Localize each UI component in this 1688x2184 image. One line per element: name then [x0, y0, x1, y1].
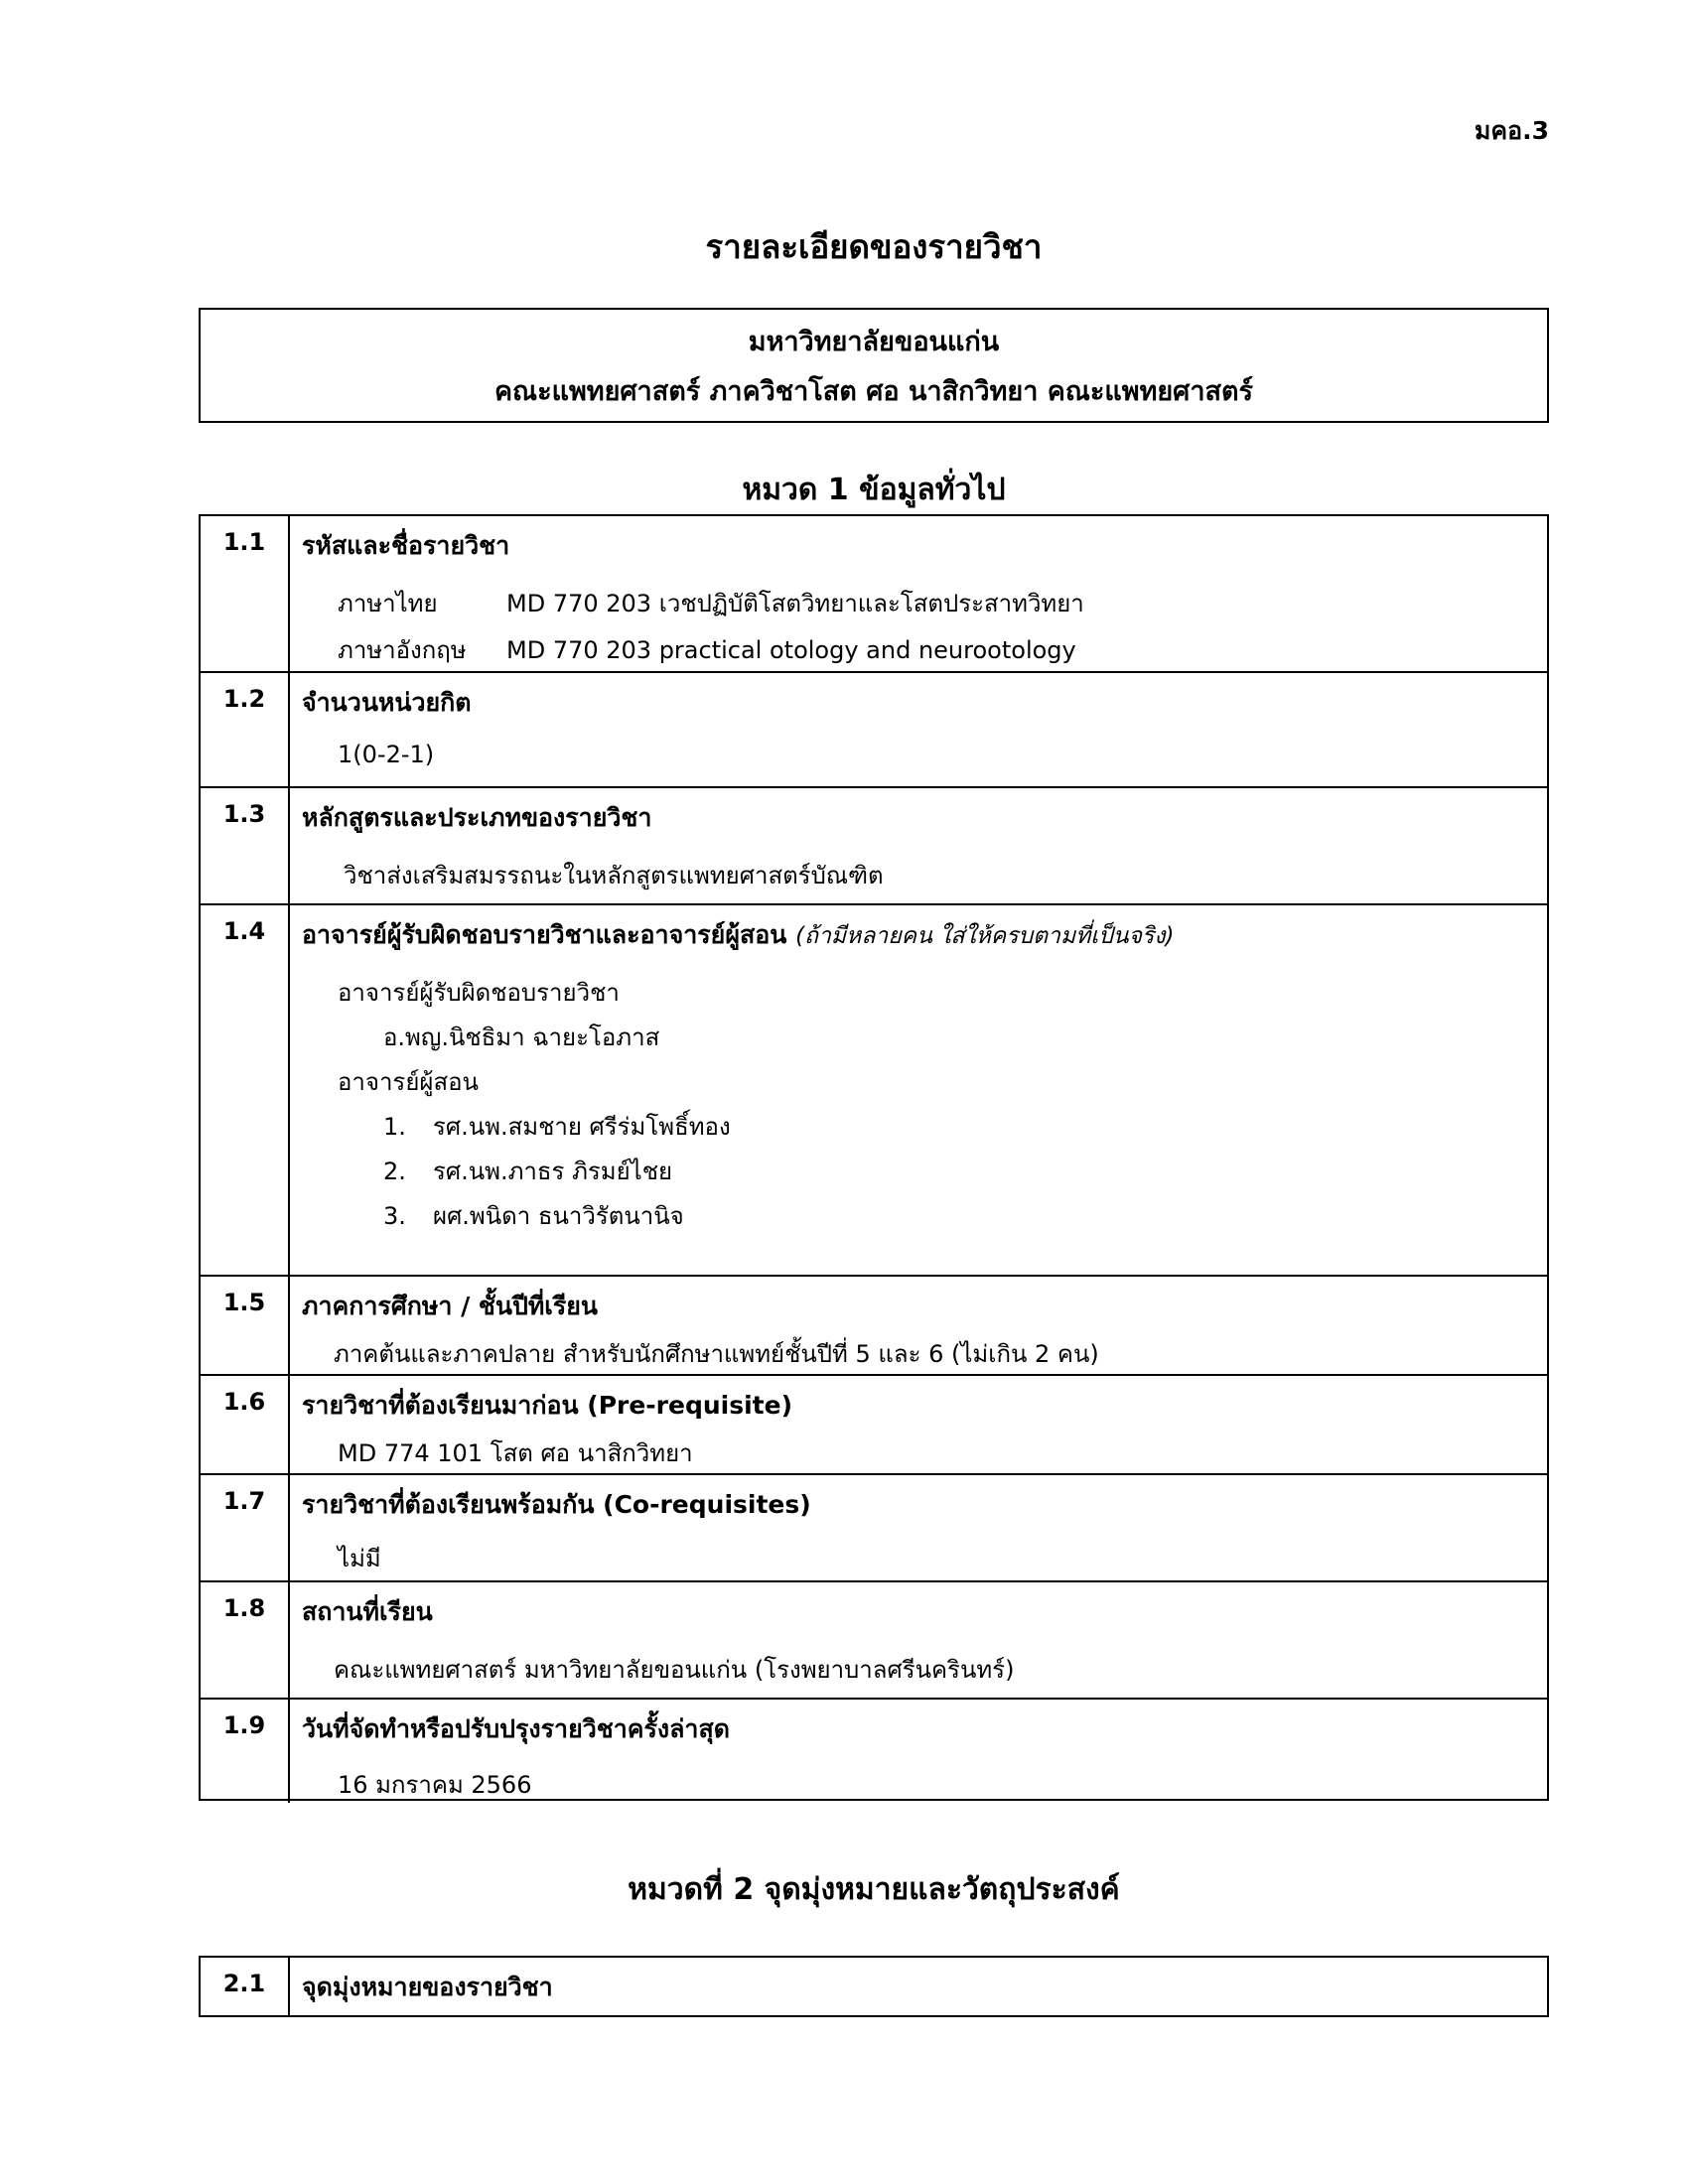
english-value: MD 770 203 practical otology and neurootology — [506, 636, 1076, 664]
row-value: MD 774 101 โสต ศอ นาสิกวิทยา — [338, 1439, 693, 1467]
row-1-8 — [201, 1582, 1547, 1700]
row-title: สถานที่เรียน — [302, 1597, 433, 1626]
document-title: รายละเอียดของรายวิชา — [705, 227, 1043, 266]
row-title: รายวิชาที่ต้องเรียนมาก่อน (Pre-requisite) — [302, 1391, 793, 1420]
row-number: 2.1 — [201, 1958, 290, 2015]
course-name-thai — [338, 584, 1084, 622]
row-title: รายวิชาที่ต้องเรียนพร้อมกัน (Co-requisites) — [302, 1490, 811, 1519]
row-title-note: (ถ้ามีหลายคน ใส่ให้ครบตามที่เป็นจริง) — [795, 923, 1175, 949]
row-value: คณะแพทยศาสตร์ มหาวิทยาลัยขอนแก่น (โรงพยาบาลศรีนครินทร์) — [334, 1656, 1015, 1684]
section-1-table — [199, 514, 1549, 1801]
row-title: จำนวนหน่วยกิต — [302, 688, 472, 717]
row-value: 1(0-2-1) — [338, 741, 435, 768]
university-name: มหาวิทยาลัยขอนแก่น — [748, 327, 1000, 357]
institution-box — [199, 308, 1549, 423]
instructor-item: 1. รศ.นพ.สมชาย ศรีร่มโพธิ์ทอง — [383, 1113, 731, 1141]
row-1-6 — [201, 1376, 1547, 1475]
row-title: จุดมุ่งหมายของรายวิชา — [302, 1973, 553, 2001]
row-title: ภาคการศึกษา / ชั้นปีที่เรียน — [302, 1292, 599, 1320]
row-1-5 — [201, 1277, 1547, 1376]
instructor-item: 3. ผศ.พนิดา ธนาวิรัตนานิจ — [383, 1202, 684, 1230]
row-number: 1.8 — [201, 1582, 290, 1698]
row-1-1 — [201, 516, 1547, 673]
section-1-heading: หมวด 1 ข้อมูลทั่วไป — [742, 473, 1006, 507]
row-title — [302, 915, 1175, 955]
row-number: 1.5 — [201, 1277, 290, 1374]
section-2-heading: หมวดที่ 2 จุดมุ่งหมายและวัตถุประสงค์ — [628, 1872, 1120, 1907]
thai-label: ภาษาไทย — [338, 590, 438, 617]
row-1-2 — [201, 673, 1547, 788]
row-number: 1.2 — [201, 673, 290, 786]
row-title-text: อาจารย์ผู้รับผิดชอบรายวิชาและอาจารย์ผู้สอน — [302, 920, 787, 949]
row-number: 1.4 — [201, 905, 290, 1275]
instructors-label: อาจารย์ผู้สอน — [338, 1068, 479, 1096]
row-number: 1.9 — [201, 1700, 290, 1803]
instructor-item: 2. รศ.นพ.ภาธร ภิรมย์ไชย — [383, 1158, 673, 1185]
row-title: วันที่จัดทำหรือปรับปรุงรายวิชาครั้งล่าสุด — [302, 1714, 730, 1743]
row-1-4 — [201, 905, 1547, 1277]
responsible-name: อ.พญ.นิชธิมา ฉายะโอภาส — [383, 1024, 660, 1051]
row-1-7 — [201, 1475, 1547, 1582]
row-number: 1.1 — [201, 516, 290, 671]
row-value: ไม่มี — [338, 1545, 381, 1572]
row-value: 16 มกราคม 2566 — [338, 1771, 532, 1799]
row-title: หลักสูตรและประเภทของรายวิชา — [302, 803, 652, 832]
row-value: ภาคต้นและภาคปลาย สำหรับนักศึกษาแพทย์ชั้นปีที่ 5 และ 6 (ไม่เกิน 2 คน) — [334, 1340, 1099, 1368]
row-number: 1.7 — [201, 1475, 290, 1580]
row-1-9 — [201, 1700, 1547, 1803]
row-2-1 — [201, 1958, 1547, 2015]
form-code: มคอ.3 — [1474, 116, 1549, 145]
english-label: ภาษาอังกฤษ — [338, 636, 467, 664]
section-2-table — [199, 1956, 1549, 2017]
row-value: วิชาส่งเสริมสมรรถนะในหลักสูตรแพทยศาสตร์บัณฑิต — [344, 862, 884, 889]
responsible-label: อาจารย์ผู้รับผิดชอบรายวิชา — [338, 979, 620, 1007]
course-name-english — [338, 630, 1076, 669]
faculty-line: คณะแพทยศาสตร์ ภาควิชาโสต ศอ นาสิกวิทยา คณะแพทยศาสตร์ — [493, 376, 1253, 407]
row-number: 1.6 — [201, 1376, 290, 1473]
row-1-3 — [201, 788, 1547, 905]
thai-value: MD 770 203 เวชปฏิบัติโสตวิทยาและโสตประสาทวิทยา — [506, 590, 1084, 617]
row-title: รหัสและชื่อรายวิชา — [302, 531, 510, 560]
row-number: 1.3 — [201, 788, 290, 903]
